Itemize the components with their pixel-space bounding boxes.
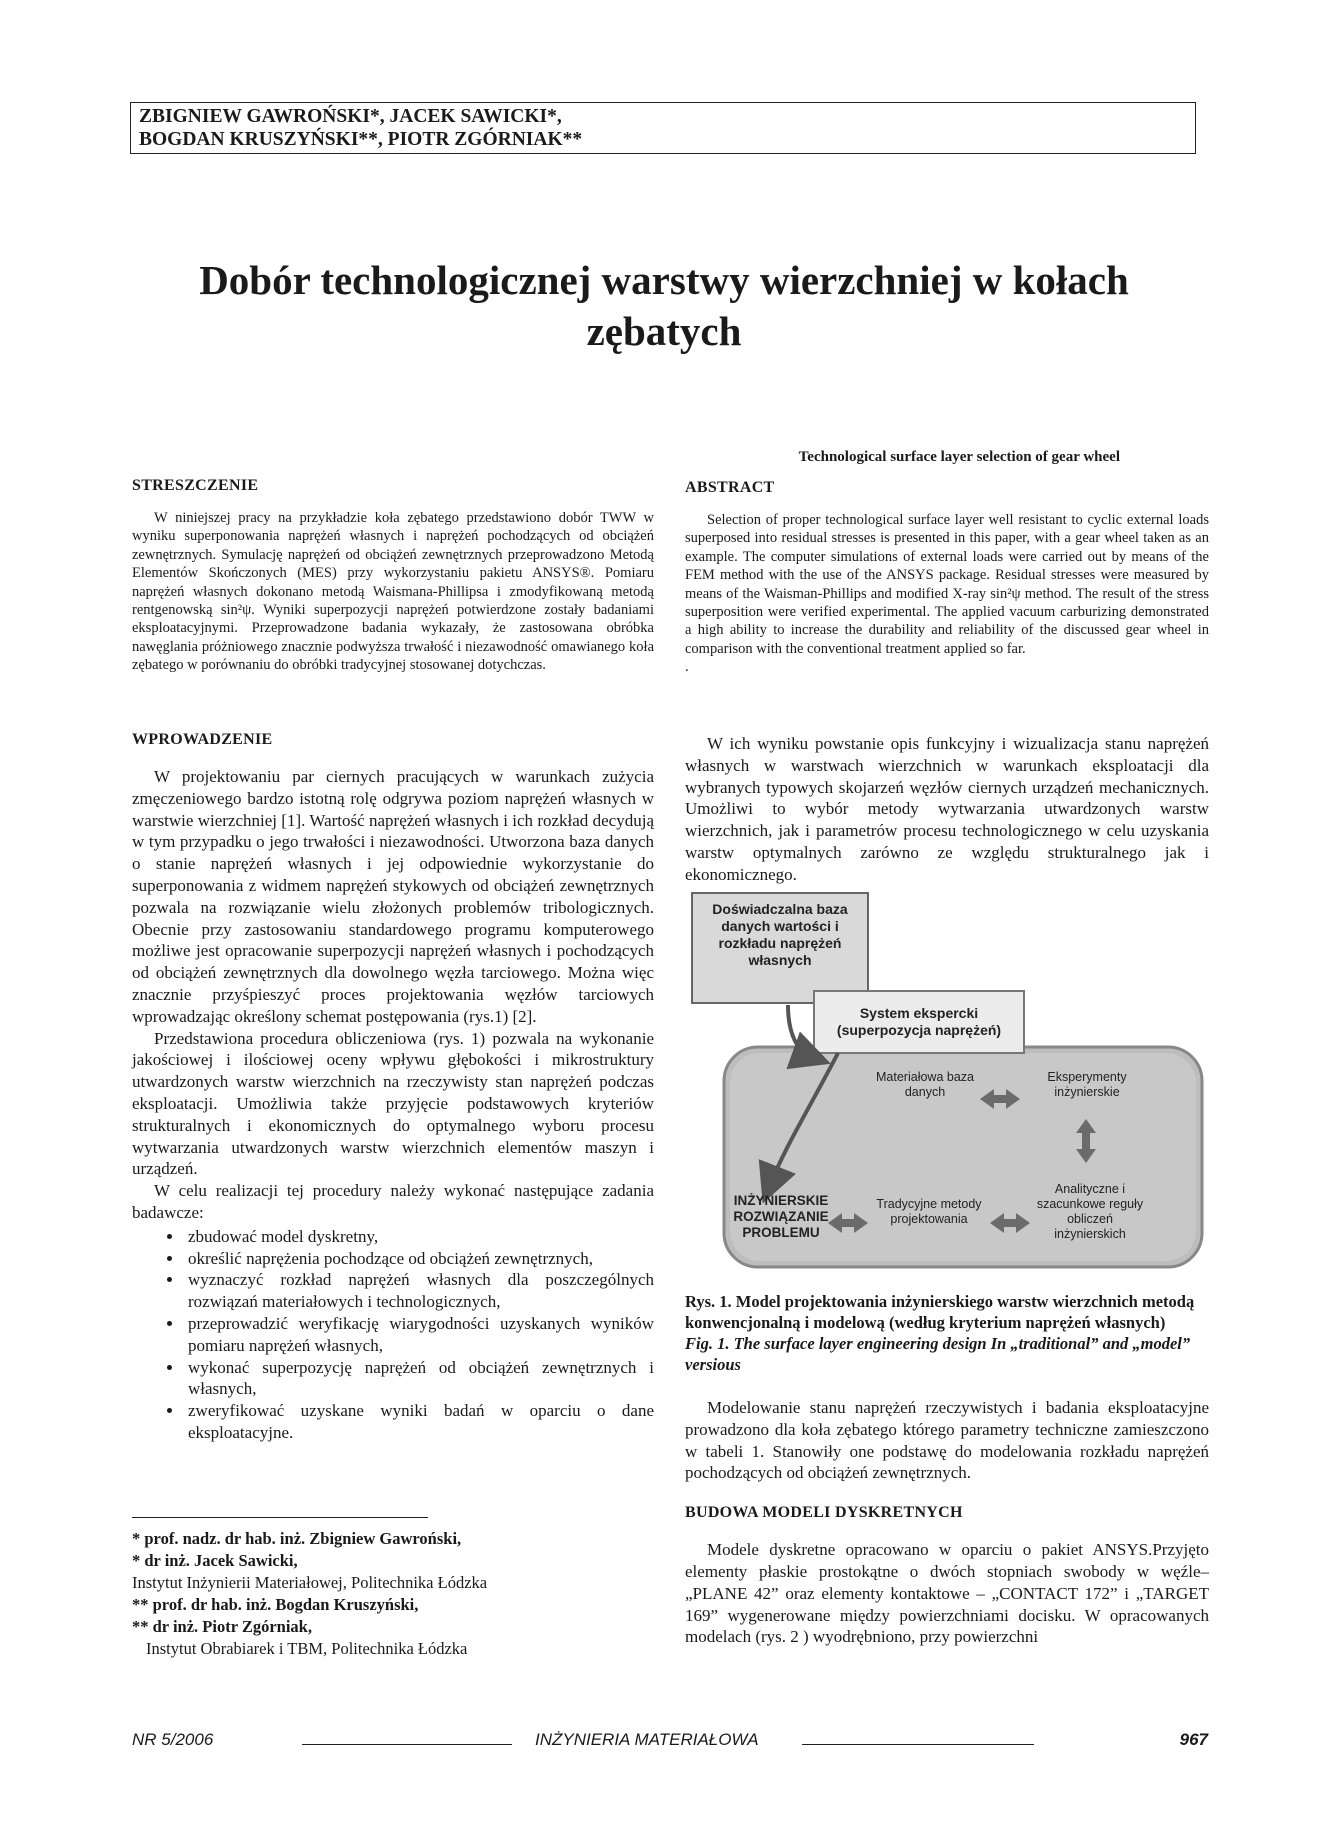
list-item: • zweryfikować uzyskane wyniki badań w oparciu o dane eksploatacyjne. — [184, 1400, 654, 1444]
solution-label: INŻYNIERSKIE ROZWIĄZANIE PROBLEMU — [733, 1193, 829, 1240]
analytical-label: Analityczne i szacunkowe reguły obliczeń inżynierskich — [1036, 1182, 1144, 1241]
streszczenie-text: W niniejszej pracy na przykładzie koła zębatego przedstawiono dobór TWW w wyniku superponowania naprężeń własnych i naprężeń pochodzących od obciążeń zewnętrznych. Symulację naprężeń od obciążeń zewnętrznych przeprowadzono Metodą Elementów Skończonych (MES) przy wykorzystaniu pakietu ANSYS®. Pomiaru naprężeń własnych dokonano metodą Waismana-Phillipsa i zmodyfikowaną metodą rentgenowską sin²ψ. Wyniki superpozycji naprężeń potwierdzone zostały badaniami eksploatacyjnymi. Przeprowadzone badania wykazały, że zastosowana obróbka nawęglania próżniowego znacznie podwyższa trwałość i niezawodność omawianego koła zębatego w porównaniu do obróbki tradycyjnej stosowanej dotychczas. — [132, 510, 654, 674]
wprowadzenie-paragraph-2: Przedstawiona procedura obliczeniowa (rys. 1) pozwala na wykonanie jakościowej i ilościowej oceny wpływu głębokości i mikrostruktury utwardzonych warstw wierzchnich na rzeczywisty stan naprężeń podczas eksploatacji. Umożliwia także przyjęcie podstawowych kryteriów strukturalnych i ekonomicznych do optymalnego wyboru procesu wytwarzania utwardzonych warstw wierzchnich elementów maszyn i urządzeń. — [132, 1028, 654, 1179]
authors-line-1: ZBIGNIEW GAWROŃSKI*, JACEK SAWICKI*, — [139, 106, 562, 127]
footer-rule-left — [302, 1744, 512, 1745]
figure-caption — [685, 1291, 1209, 1375]
abstract-heading: ABSTRACT — [685, 479, 775, 496]
list-item: • określić naprężenia pochodzące od obciążeń zewnętrznych, — [184, 1248, 654, 1270]
footer-page-number: 967 — [1179, 1730, 1208, 1749]
traditional-label: Tradycyjne metody projektowania — [876, 1197, 982, 1226]
database-box-label: Doświadczalna baza danych wartości i rozkładu naprężeń własnych — [712, 901, 848, 968]
footnote-3: Instytut Inżynierii Materiałowej, Politechnika Łódzka — [132, 1573, 488, 1592]
footer-rule-right — [802, 1744, 1034, 1745]
list-item: • wyznaczyć rozkład naprężeń własnych dla poszczególnych rozwiązań materiałowych i technologicznych, — [184, 1269, 654, 1313]
footnote-1: * prof. nadz. dr hab. inż. Zbigniew Gawroński, — [132, 1529, 462, 1548]
footer-issue: NR 5/2006 — [132, 1730, 214, 1749]
wprowadzenie-paragraph-1: W projektowaniu par ciernych pracujących w warunkach zużycia zmęczeniowego bardzo istotną rolę odgrywa poziom naprężeń własnych w warstwie wierzchniej [1]. Wartość naprężeń własnych i ich rozkład decydują w tym przypadku o jego trwałości i niezawodności. Utworzona baza danych o stanie naprężeń własnych i jej odpowiednie wykorzystanie do superponowania z widmem naprężeń stykowych od obciążeń zewnętrznych pozwala na rozwiązanie wielu złożonych problemów tribologicznych. Obecnie przy zastosowaniu standardowego programu komputerowego możliwe jest opracowanie superpozycji naprężeń własnych i pochodzących od obciążeń zewnętrznych dla dowolnego węzła tarciowego. Można więc znacznie przyśpieszyć proces projektowania węzłów tarciowych wprowadzając określony schemat postępowania (rys.1) [2]. — [132, 767, 654, 1026]
footnote-5: ** dr inż. Piotr Zgórniak, — [132, 1617, 312, 1636]
footnote-4: ** prof. dr hab. inż. Bogdan Kruszyński, — [132, 1595, 419, 1614]
wprowadzenie-heading: WPROWADZENIE — [132, 731, 273, 748]
wprowadzenie-section — [132, 731, 654, 1444]
footnote-separator — [132, 1517, 428, 1518]
footnote-6: Instytut Obrabiarek i TBM, Politechnika Łódzka — [146, 1639, 468, 1658]
right-intro-paragraph: W ich wyniku powstanie opis funkcyjny i wizualizacja stanu naprężeń własnych w warstwach wierzchnich w warunkach eksploatacji dla wybranych typowych skojarzeń węzłów ciernych urządzeń mechanicznych. Umożliwi to wybór metody wytwarzania utwardzonych warstw wierzchnich, jak i parametrów procesu technologicznego w celu uzyskania warstw optymalnych zarówno ze względu strukturalnego jak i ekonomicznego. — [685, 734, 1209, 884]
list-item: • wykonać superpozycję naprężeń od obciążeń zewnętrznych i własnych, — [184, 1357, 654, 1401]
wprowadzenie-paragraph-3: W celu realizacji tej procedury należy wykonać następujące zadania badawcze: — [132, 1181, 654, 1222]
abstract-section — [685, 479, 1209, 676]
list-item: • przeprowadzić weryfikację wiarygodności uzyskanych wyników pomiaru naprężeń własnych, — [184, 1313, 654, 1357]
abstract-text: Selection of proper technological surface layer well resistant to cyclic external loads superposed into residual stresses is presented in this paper, with a gear wheel taken as an example. The computer simulations of external loads were carried out by means of the FEM method with the use of the ANSYS package. Residual stresses were measured by means of the Waisman-Phillips and modified X-ray sin²ψ method. The result of the stress superposition were verified experimental. The applied vacuum carburizing demonstrated a high ability to increase the durability and reliability of the discussed gear wheel in comparison with the conventional treatment applied so far. — [685, 512, 1209, 657]
task-list — [132, 1226, 654, 1444]
budowa-paragraph: Modele dyskretne opracowano w oparciu o pakiet ANSYS.Przyjęto elementy płaskie prostokątne o dwóch stopniach swobody w węźle– „PLANE 42” oraz elementy kontaktowe – „CONTACT 172” i „TARGET 169” wygenerowane między powierzchniami docisku. W opracowanych modelach (rys. 2 ) wyodrębniono, przy powierzchni — [685, 1540, 1209, 1647]
right-paragraph-2: Modelowanie stanu naprężeń rzeczywistych i badania eksploatacyjne prowadzono dla koła zębatego którego parametry techniczne zamieszczono w tabeli 1. Stanowiły one podstawę do modelowania rozkładu naprężeń pochodzących od obciążeń zewnętrznych. — [685, 1398, 1209, 1483]
caption-polish: Rys. 1. Model projektowania inżynierskiego warstw wierzchnich metodą konwencjonalną i modelową (według kryterium naprężeń własnych) — [685, 1292, 1195, 1332]
page-footer — [132, 1730, 1208, 1756]
caption-english: Fig. 1. The surface layer engineering design In „traditional” and „model” versious — [685, 1334, 1191, 1374]
budowa-heading: BUDOWA MODELI DYSKRETNYCH — [685, 1504, 963, 1522]
streszczenie-heading: STRESZCZENIE — [132, 477, 259, 494]
streszczenie-section — [132, 477, 654, 675]
abstract-trailing-dot: . — [685, 659, 689, 676]
footer-journal: INŻYNIERIA MATERIAŁOWA — [535, 1730, 759, 1749]
figure-1-diagram — [690, 887, 1208, 1275]
authors-line-2: BOGDAN KRUSZYŃSKI**, PIOTR ZGÓRNIAK** — [139, 129, 583, 150]
right-intro-section — [685, 733, 1209, 886]
experiments-label: Eksperymenty inżynierskie — [1047, 1070, 1127, 1099]
english-title: Technological surface layer selection of gear wheel — [798, 449, 1120, 465]
article-title: Dobór technologicznej warstwy wierzchniej w kołach zębatych — [199, 257, 1129, 354]
material-db-label: Materiałowa baza danych — [876, 1070, 974, 1099]
expert-box-label: System ekspercki (superpozycja naprężeń) — [836, 1005, 1002, 1038]
right-lower-section — [685, 1397, 1209, 1648]
list-item: • zbudować model dyskretny, — [184, 1226, 654, 1248]
footnotes — [132, 1528, 672, 1660]
footnote-2: * dr inż. Jacek Sawicki, — [132, 1551, 298, 1570]
authors-box — [130, 102, 1196, 154]
